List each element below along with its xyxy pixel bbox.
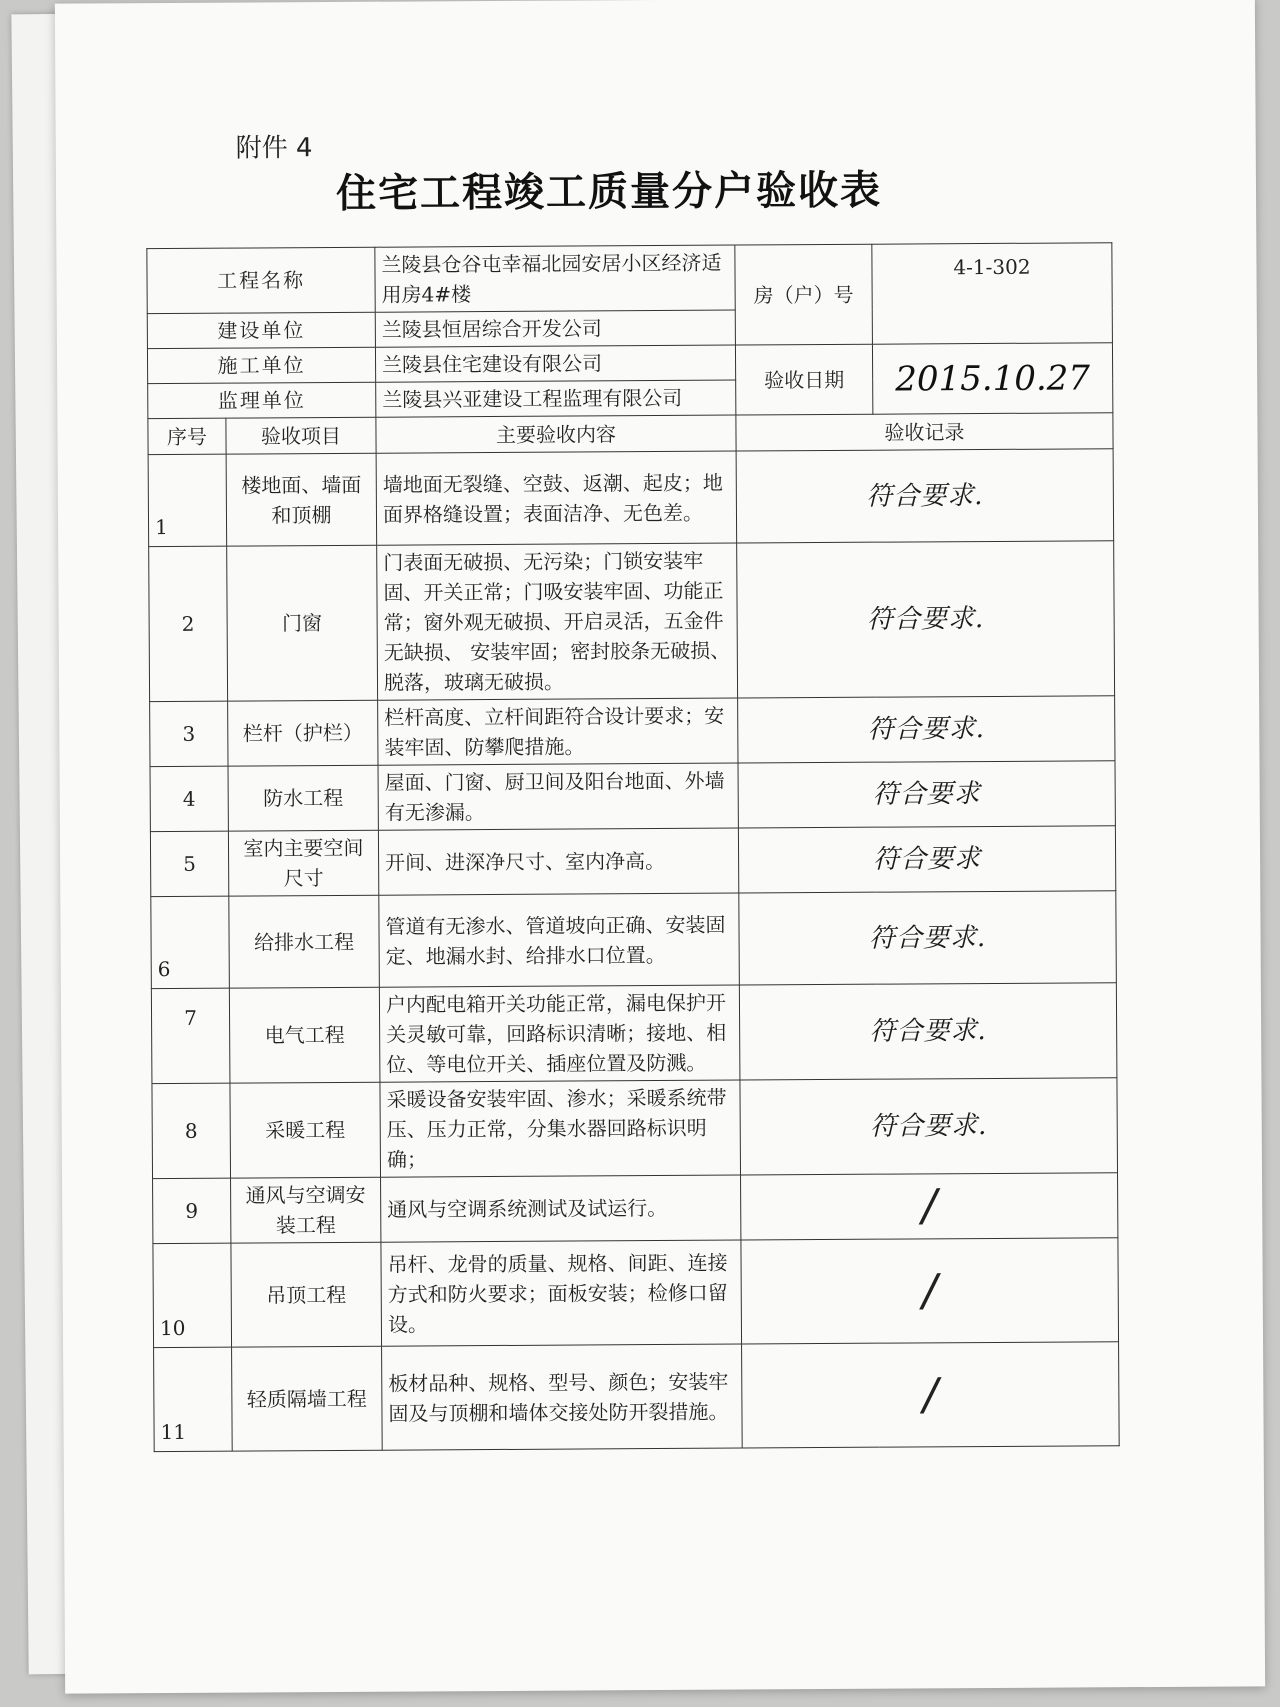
builder-label: 建设单位 <box>147 312 375 348</box>
builder-value: 兰陵县恒居综合开发公司 <box>375 310 735 347</box>
row-seq: 11 <box>154 1347 233 1451</box>
row-item: 楼地面、墙面和顶棚 <box>226 453 377 546</box>
inspection-date-label: 验收日期 <box>735 344 872 415</box>
row-content: 通风与空调系统测试及试运行。 <box>381 1175 741 1242</box>
row-item: 采暖工程 <box>230 1082 381 1178</box>
table-row <box>148 449 1114 547</box>
table-row <box>149 541 1115 702</box>
row-item: 吊顶工程 <box>231 1242 382 1347</box>
row-item: 轻质隔墙工程 <box>232 1346 383 1451</box>
room-number-value: 4-1-302 <box>872 243 1113 344</box>
column-header-record: 验收记录 <box>736 413 1113 451</box>
row-item: 电气工程 <box>229 987 380 1083</box>
row-content: 墙地面无裂缝、空鼓、返潮、起皮；地面界格缝设置；表面洁净、无色差。 <box>376 451 737 545</box>
supervisor-label: 监理单位 <box>148 382 376 418</box>
row-seq: 5 <box>150 831 228 896</box>
row-content: 开间、进深净尺寸、室内净高。 <box>378 828 738 895</box>
row-item: 给排水工程 <box>229 895 380 988</box>
row-seq: 9 <box>153 1178 231 1243</box>
row-content: 板材品种、规格、型号、颜色；安装牢固及与顶棚和墙体交接处防开裂措施。 <box>382 1344 743 1450</box>
project-name-value: 兰陵县仓谷屯幸福北园安居小区经济适用房4#楼 <box>375 245 735 312</box>
row-item: 防水工程 <box>228 765 378 831</box>
contractor-label: 施工单位 <box>147 347 375 383</box>
table-row <box>150 826 1115 897</box>
row-content: 屋面、门窗、厨卫间及阳台地面、外墙有无渗漏。 <box>378 763 738 830</box>
row-record-handwritten: 符合要求. <box>736 449 1114 543</box>
column-header-content: 主要验收内容 <box>376 415 736 453</box>
attachment-label: 附件 4 <box>235 133 313 164</box>
row-content: 栏杆高度、立杆间距符合设计要求；安装牢固、防攀爬措施。 <box>378 698 738 765</box>
table-row <box>153 1238 1119 1348</box>
column-header-item: 验收项目 <box>226 417 376 454</box>
row-content: 门表面无破损、无污染；门锁安装牢固、开关正常；门吸安装牢固、功能正常；窗外观无破损、开启灵活，五金件无缺损、 安装牢固；密封胶条无破损、脱落，玻璃无破损。 <box>377 543 738 700</box>
row-item: 栏杆（护栏） <box>228 700 378 766</box>
row-record-handwritten: 符合要求. <box>738 696 1115 763</box>
table-row <box>153 1173 1118 1244</box>
table-row <box>150 761 1115 832</box>
row-seq: 1 <box>148 454 227 546</box>
row-item: 通风与空调安装工程 <box>231 1177 381 1243</box>
contractor-value: 兰陵县住宅建设有限公司 <box>375 345 735 382</box>
row-item: 室内主要空间尺寸 <box>228 830 378 896</box>
room-number-label: 房（户）号 <box>735 244 873 345</box>
row-record-slash-mark: / <box>741 1238 1119 1344</box>
supervisor-value: 兰陵县兴亚建设工程监理有限公司 <box>376 380 736 417</box>
table-row <box>152 1078 1118 1179</box>
row-item: 门窗 <box>227 545 378 701</box>
row-record-slash-mark: / <box>741 1173 1118 1240</box>
row-content: 采暖设备安装牢固、渗水；采暖系统带压、压力正常，分集水器回路标识明确； <box>380 1080 741 1177</box>
row-content: 户内配电箱开关功能正常，漏电保护开关灵敏可靠，回路标识清晰；接地、相位、等电位开关、插座位置及防溅。 <box>379 985 740 1082</box>
project-name-label: 工程名称 <box>147 247 375 313</box>
row-seq: 3 <box>150 701 228 766</box>
row-record-handwritten: 符合要求 <box>738 761 1115 828</box>
row-record-slash-mark: / <box>742 1342 1120 1448</box>
row-record-handwritten: 符合要求. <box>740 1078 1118 1175</box>
column-header-seq: 序号 <box>148 418 226 454</box>
table-row <box>151 983 1117 1084</box>
row-seq: 10 <box>153 1243 232 1347</box>
row-seq: 7 <box>151 988 230 1083</box>
table-row <box>154 1342 1120 1452</box>
acceptance-table <box>146 242 1119 1452</box>
table-row <box>150 696 1115 767</box>
row-seq: 4 <box>150 766 228 831</box>
form-sheet <box>55 0 1265 1694</box>
row-seq: 8 <box>152 1083 231 1178</box>
row-content: 吊杆、龙骨的质量、规格、间距、连接方式和防火要求；面板安装；检修口留设。 <box>381 1240 742 1346</box>
form-title: 住宅工程竣工质量分户验收表 <box>335 167 883 217</box>
row-seq: 2 <box>149 546 228 701</box>
row-seq: 6 <box>151 896 230 988</box>
row-record-handwritten: 符合要求. <box>739 891 1117 985</box>
row-record-handwritten: 符合要求. <box>737 541 1115 698</box>
table-row <box>151 891 1117 989</box>
inspection-date-handwritten: 2015.10.27 <box>872 343 1112 414</box>
row-record-handwritten: 符合要求. <box>739 983 1117 1080</box>
row-record-handwritten: 符合要求 <box>738 826 1115 893</box>
row-content: 管道有无渗水、管道坡向正确、安装固定、地漏水封、给排水口位置。 <box>379 893 740 987</box>
